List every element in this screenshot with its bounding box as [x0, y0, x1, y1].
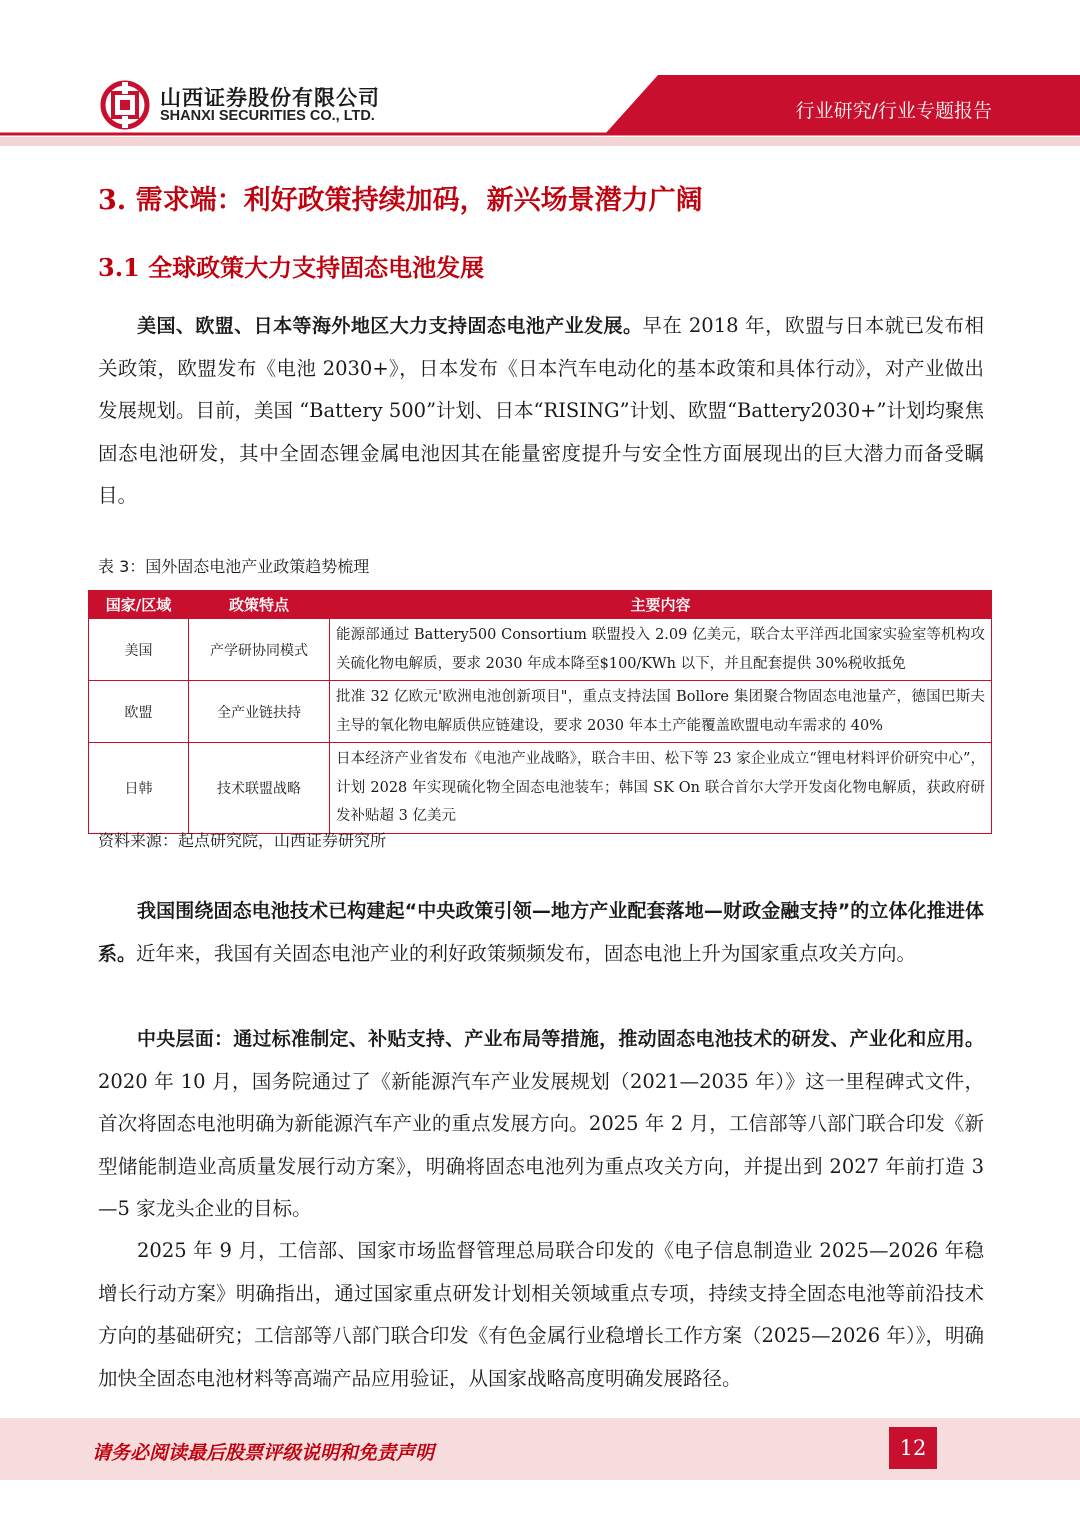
header-region: 国家/区域 [89, 591, 189, 619]
cell-region: 日韩 [89, 743, 189, 834]
intro-paragraph [98, 305, 984, 518]
page-header [0, 0, 1080, 150]
header-feature: 政策特点 [189, 591, 330, 619]
cell-content: 能源部通过 Battery500 Consortium 联盟投入 2.09 亿美元，联合太平洋西北国家实验室等机构攻关硫化物电解质，要求 2030 年成本降至$100/KWh 以下，并且配套提供 30%税收抵免 [330, 619, 992, 681]
company-name-cn: 山西证券股份有限公司 [160, 86, 380, 110]
p2-text: 2020 年 10 月，国务院通过了《新能源汽车产业发展规划（2021—2035 年）》这一里程碑式文件，首次将固态电池明确为新能源汽车产业的重点发展方向。2025 年 2 月，工信部等八部门联合印发《新型储能制造业高质量发展行动方案》，明确将固态电池列为重点攻关方向，并提出到 2027 年前打造 3—5 家龙头企业的目标。 [98, 1069, 984, 1220]
cell-region: 美国 [89, 619, 189, 681]
cell-feature: 产学研协同模式 [189, 619, 330, 681]
table-caption: 表 3：国外固态电池产业政策趋势梳理 [98, 557, 370, 576]
table-row [89, 681, 992, 743]
section-heading: 3. 需求端：利好政策持续加码，新兴场景潜力广阔 [98, 185, 703, 216]
intro-bold-text: 美国、欧盟、日本等海外地区大力支持固态电池产业发展。 [137, 315, 643, 337]
p1-bold-text: 我国围绕固态电池技术已构建起“中央政策引领—地方产业配套落地—财政金融支持”的立体化推进体系。 [98, 900, 984, 965]
cell-feature: 全产业链扶持 [189, 681, 330, 743]
footer-disclaimer: 请务必阅读最后股票评级说明和免责声明 [92, 1442, 435, 1464]
p1-text: 近年来，我国有关固态电池产业的利好政策频频发布，固态电池上升为国家重点攻关方向。 [136, 941, 917, 965]
cell-region: 欧盟 [89, 681, 189, 743]
policy-table [88, 590, 992, 834]
body-paragraph-2 [98, 1018, 984, 1231]
header-banner [0, 0, 1080, 150]
subsection-heading: 3.1 全球政策大力支持固态电池发展 [98, 253, 485, 282]
page-number: 12 [889, 1427, 937, 1469]
table-header-row [89, 591, 992, 619]
report-type-label: 行业研究/行业专题报告 [795, 100, 992, 122]
company-logo-icon [100, 80, 150, 130]
cell-content: 批准 32 亿欧元'欧洲电池创新项目"，重点支持法国 Bollore 集团聚合物固态电池量产，德国巴斯夫主导的氧化物电解质供应链建设，要求 2030 年本土产能覆盖欧盟电动车需求的 40% [330, 681, 992, 743]
cell-feature: 技术联盟战略 [189, 743, 330, 834]
intro-text: 早在 2018 年，欧盟与日本就已发布相关政策，欧盟发布《电池 2030+》，日本发布《日本汽车电动化的基本政策和具体行动》，对产业做出发展规划。目前，美国 “Battery 500”计划、日本“RISING”计划、欧盟“Battery2030+”计划均聚焦固态电池研发，其中全固态锂金属电池因其在能量密度提升与安全性方面展现出的巨大潜力而备受瞩目。 [98, 314, 984, 507]
table-row [89, 619, 992, 681]
p3-text: 2025 年 9 月，工信部、国家市场监督管理总局联合印发的《电子信息制造业 2025—2026 年稳增长行动方案》明确指出，通过国家重点研发计划相关领域重点专项，持续支持全固态电池等前沿技术方向的基础研究；工信部等八部门联合印发《有色金属行业稳增长工作方案（2025—2026 年）》，明确加快全固态电池材料等高端产品应用验证，从国家战略高度明确发展路径。 [98, 1239, 984, 1390]
p2-bold-text: 中央层面：通过标准制定、补贴支持、产业布局等措施，推动固态电池技术的研发、产业化和应用。 [137, 1028, 984, 1050]
body-paragraph-3 [98, 1230, 984, 1400]
header-content: 主要内容 [330, 591, 992, 619]
table-source: 资料来源：起点研究院，山西证券研究所 [98, 831, 387, 850]
body-paragraph-1 [98, 890, 984, 975]
cell-content: 日本经济产业省发布《电池产业战略》，联合丰田、松下等 23 家企业成立“锂电材料评价研究中心”，计划 2028 年实现硫化物全固态电池装车；韩国 SK On 联合首尔大学开发卤化物电解质，获政府研发补贴超 3 亿美元 [330, 743, 992, 834]
table-row [89, 743, 992, 834]
company-name-en: SHANXI SECURITIES CO., LTD. [160, 108, 375, 124]
